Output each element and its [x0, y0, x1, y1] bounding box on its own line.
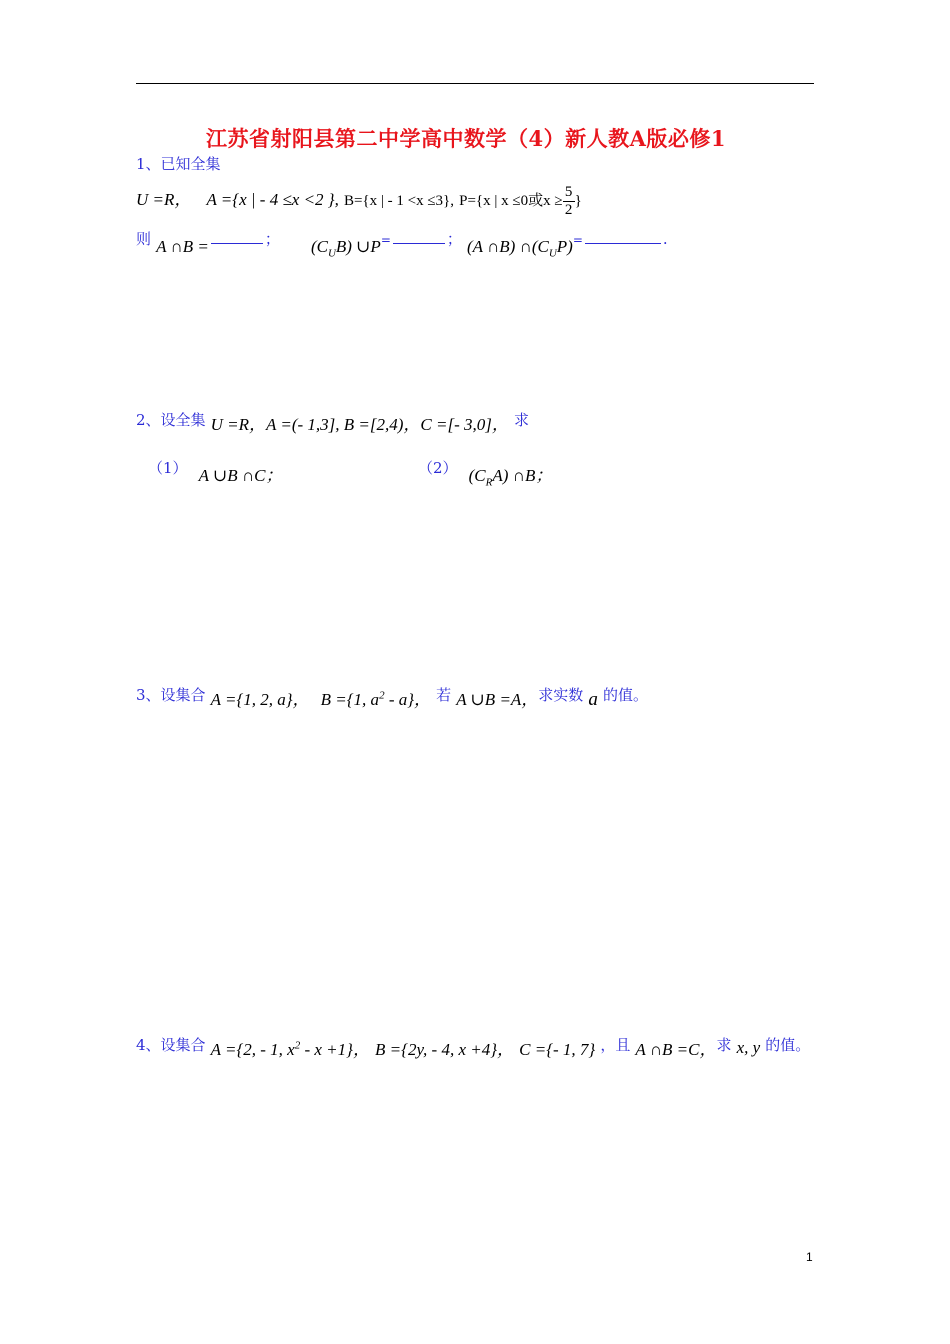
- q1-number: 1、: [136, 155, 161, 173]
- q3-number: 3、: [136, 686, 161, 704]
- q4-condition: A ∩B =C，: [635, 1040, 717, 1059]
- q2-number: 2、: [136, 411, 161, 429]
- q1-expr-intersection: A ∩B =: [156, 237, 209, 256]
- q2-part-1-expr: A ∪B ∩C；: [198, 466, 283, 485]
- q2-part-1: [148, 453, 283, 485]
- q3-set-b-exponent: 2: [379, 689, 385, 702]
- q2-label: 设全集: [160, 411, 206, 429]
- q1-blank-1[interactable]: [211, 243, 263, 244]
- q1-set-p-prefix: P={x | x ≤0或x ≥: [459, 193, 563, 209]
- q1-expr2-part: (C: [310, 237, 328, 256]
- q1-blank-3[interactable]: [585, 243, 661, 244]
- q1-set-p-suffix: }: [574, 193, 582, 209]
- q3-set-a: A ={1, 2, a}，: [210, 690, 310, 709]
- q4-set-c: C ={- 1, 7}: [519, 1040, 596, 1059]
- q1-expr2-subscript: U: [327, 247, 336, 260]
- q2-qiu: 求: [513, 411, 529, 429]
- q1-fraction-denominator: 2: [564, 202, 573, 219]
- q1-expr3-part: (A ∩B) ∩(C: [467, 237, 549, 256]
- q3-label: 设集合: [160, 686, 206, 704]
- q1-set-a: A ={x | - 4 ≤x <2 },: [206, 190, 339, 209]
- q1-expr3-subscript: U: [548, 247, 557, 260]
- q1-ze: 则: [136, 230, 152, 248]
- q1-end: .: [662, 230, 668, 248]
- q4-set-a: [211, 1040, 370, 1059]
- q4-set-b: B ={2y, - 4, x +4}，: [375, 1040, 515, 1059]
- q1-set-p: [459, 184, 582, 219]
- q3-set-b-start: B ={1, a: [320, 690, 380, 709]
- q3-ask: 求实数: [538, 686, 584, 704]
- q2-sets: U =R，A =(- 1,3], B =[2,4)，C =[- 3,0]，: [210, 415, 509, 434]
- q4-label: 设集合: [160, 1036, 206, 1054]
- q1-sets-line: [136, 180, 582, 221]
- q3-condition: A ∪B =A，: [456, 690, 539, 709]
- q1-expr2-rest: B) ∪P: [335, 237, 381, 256]
- q1-separator-2: ；: [446, 230, 462, 248]
- q3-line: [136, 680, 649, 710]
- q4-set-a-exponent: 2: [294, 1039, 301, 1052]
- q4-set-a-start: A ={2, - 1, x: [210, 1040, 295, 1059]
- q4-tail: 的值。: [765, 1036, 811, 1054]
- q1-expr-complement-union: [310, 237, 381, 260]
- q1-separator-1: ；: [264, 230, 280, 248]
- q1-eq-2: =: [380, 233, 391, 247]
- header-rule: [136, 83, 814, 84]
- q1-header: [136, 153, 221, 174]
- q1-questions-line: [136, 228, 668, 260]
- q4-line: [136, 1030, 811, 1059]
- q2-part-2-label: （2）: [418, 459, 458, 477]
- q2-part-2-expr-start: (C: [468, 466, 486, 485]
- q1-expr-intersection-complement: [467, 237, 573, 260]
- q4-qie: ，且: [600, 1036, 631, 1054]
- q4-set-a-rest: - x +1}，: [300, 1040, 370, 1059]
- q1-fraction: [563, 185, 575, 218]
- q3-set-b-rest: - a}，: [384, 690, 432, 709]
- q3-tail: 的值。: [603, 686, 649, 704]
- q4-number: 4、: [136, 1036, 161, 1054]
- q3-variable: a: [588, 689, 598, 710]
- q2-part-2-expr: [468, 466, 553, 489]
- q3-set-b: [321, 690, 431, 709]
- q1-expr3-rest: P): [556, 237, 573, 256]
- q2-part-2: [418, 453, 553, 489]
- q4-ask: 求: [716, 1036, 732, 1054]
- q2-line: [136, 405, 529, 434]
- q1-fraction-numerator: 5: [564, 184, 573, 201]
- q2-part-2-expr-rest: A) ∩B；: [492, 466, 553, 485]
- q3-ruo: 若: [436, 686, 452, 704]
- q1-blank-2[interactable]: [393, 243, 445, 244]
- document-title: 江苏省射阳县第二中学高中数学（4）新人教A版必修1: [206, 126, 727, 151]
- q2-part-2-subscript: R: [485, 476, 493, 489]
- q4-variables: x, y: [736, 1038, 761, 1057]
- q2-part-1-label: （1）: [148, 459, 188, 477]
- q1-label: 已知全集: [160, 155, 221, 173]
- q1-eq-3: =: [572, 233, 583, 247]
- page-number: 1: [806, 1250, 813, 1264]
- q1-set-b: B={x | - 1 <x ≤3},: [343, 193, 455, 209]
- q1-universal-set: U =R，: [136, 190, 192, 209]
